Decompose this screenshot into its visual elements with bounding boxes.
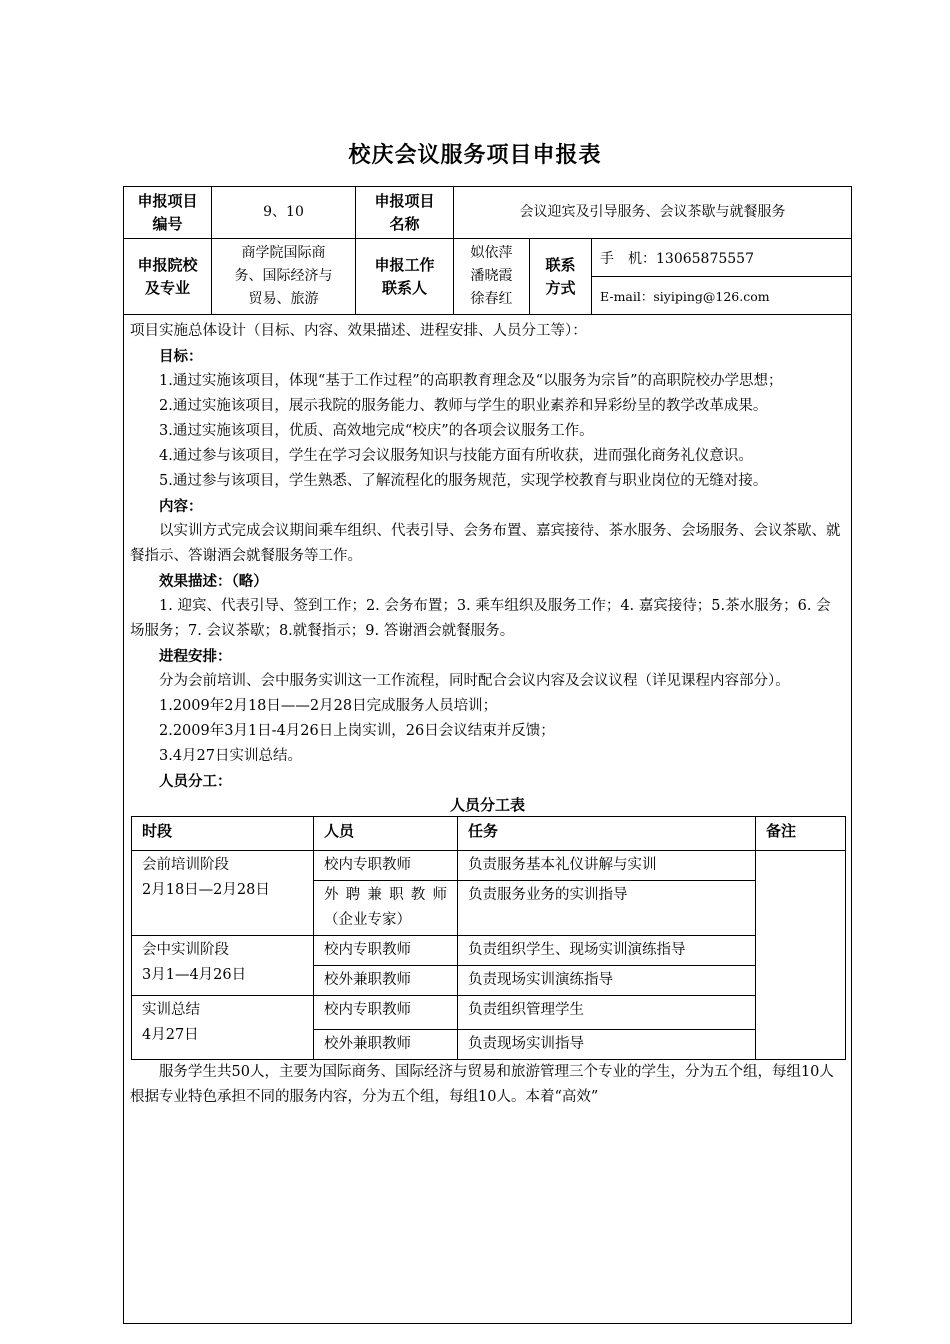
task-cell: 负责组织管理学生: [458, 996, 756, 1030]
schedule-intro: 分为会前培训、会中服务实训这一工作流程，同时配合会议内容及会议议程（详见课程内容部分）。: [159, 673, 790, 689]
table-row: [132, 936, 846, 966]
table-row: [132, 996, 846, 1030]
people-cell: 校内专职教师: [314, 996, 458, 1030]
contact-person-names: 姒依萍 潘晓霞 徐春红: [454, 239, 530, 315]
task-cell: 负责现场实训演练指导: [458, 966, 756, 996]
effect-heading: 效果描述：（略）: [159, 573, 268, 590]
contact-person-label: 申报工作 联系人: [356, 239, 454, 315]
column-header: 人员: [314, 817, 458, 851]
schedule-item: 2.2009年3月1日-4月26日上岗实训，26日会议结束并反馈；: [159, 723, 555, 739]
task-cell: 负责组织学生、现场实训演练指导: [458, 936, 756, 966]
goal-item: 4.通过参与该项目，学生在学习会议服务知识与技能方面有所收获，进而强化商务礼仪意识。: [159, 448, 753, 464]
closing-text: 服务学生共50人，主要为国际商务、国际经济与贸易和旅游管理三个专业的学生，分为五个组，每组10人根据专业特色承担不同的服务内容，分为五个组，每组10人。本着“高效”: [130, 1064, 834, 1105]
staff-table: [131, 816, 846, 1060]
period-cell: 实训总结 4月27日: [132, 996, 314, 1060]
people-cell: 校内专职教师: [314, 851, 458, 881]
project-name-value: 会议迎宾及引导服务、会议茶歇与就餐服务: [454, 187, 852, 239]
goal-heading: 目标：: [159, 348, 203, 365]
phone-field: 手 机：13065875557: [592, 239, 852, 277]
contact-method-label: 联系 方式: [530, 239, 592, 315]
project-number-label: 申报项目 编号: [124, 187, 212, 239]
goal-item: 1.通过实施该项目，体现“基于工作过程”的高职教育理念及“以服务为宗旨”的高职院校办学思想；: [159, 373, 783, 389]
goal-item: 3.通过实施该项目，优质、高效地完成“校庆”的各项会议服务工作。: [159, 423, 594, 439]
staff-heading: 人员分工：: [159, 773, 232, 790]
project-design-section: [124, 315, 852, 1324]
schedule-item: 3.4月27日实训总结。: [159, 748, 303, 764]
effect-text: 1. 迎宾、代表引导、签到工作；2. 会务布置；3. 乘车组织及服务工作；4. 嘉宾接待；5.茶水服务；6. 会场服务；7. 会议茶歇；8.就餐指示；9. 答谢酒会就餐服务。: [130, 598, 831, 639]
column-header: 备注: [756, 817, 846, 851]
people-cell: 校外兼职教师: [314, 1030, 458, 1060]
schedule-heading: 进程安排：: [159, 648, 232, 665]
people-cell: 外聘兼职教师 （企业专家）: [314, 881, 458, 936]
goal-item: 2.通过实施该项目，展示我院的服务能力、教师与学生的职业素养和异彩纷呈的教学改革成果。: [159, 398, 768, 414]
email-field: E-mail：siyiping@126.com: [592, 277, 852, 315]
content-heading: 内容：: [159, 498, 203, 515]
people-cell: 校内专职教师: [314, 936, 458, 966]
goal-item: 5.通过参与该项目，学生熟悉、了解流程化的服务规范，实现学校教育与职业岗位的无缝对接。: [159, 473, 768, 489]
intro-text: 项目实施总体设计（目标、内容、效果描述、进程安排、人员分工等）：: [130, 323, 587, 339]
table-row: [132, 851, 846, 881]
column-header: 任务: [458, 817, 756, 851]
staff-table-title: 人员分工表: [450, 796, 526, 814]
task-cell: 负责服务业务的实训指导: [458, 881, 756, 936]
people-cell: 校外兼职教师: [314, 966, 458, 996]
school-major-label: 申报院校 及专业: [124, 239, 212, 315]
remarks-cell: [756, 851, 846, 1060]
application-form: [123, 186, 852, 1324]
school-major-value: 商学院国际商 务、国际经济与 贸易、旅游: [212, 239, 356, 315]
period-cell: 会前培训阶段 2月18日—2月28日: [132, 851, 314, 936]
task-cell: 负责现场实训指导: [458, 1030, 756, 1060]
project-number-value: 9、10: [212, 187, 356, 239]
page-title: 校庆会议服务项目申报表: [348, 142, 602, 168]
period-cell: 会中实训阶段 3月1—4月26日: [132, 936, 314, 996]
task-cell: 负责服务基本礼仪讲解与实训: [458, 851, 756, 881]
project-name-label: 申报项目 名称: [356, 187, 454, 239]
content-text: 以实训方式完成会议期间乘车组织、代表引导、会务布置、嘉宾接待、茶水服务、会场服务、会议茶歇、就餐指示、答谢酒会就餐服务等工作。: [130, 523, 841, 564]
column-header: 时段: [132, 817, 314, 851]
schedule-item: 1.2009年2月18日——2月28日完成服务人员培训；: [159, 698, 498, 714]
